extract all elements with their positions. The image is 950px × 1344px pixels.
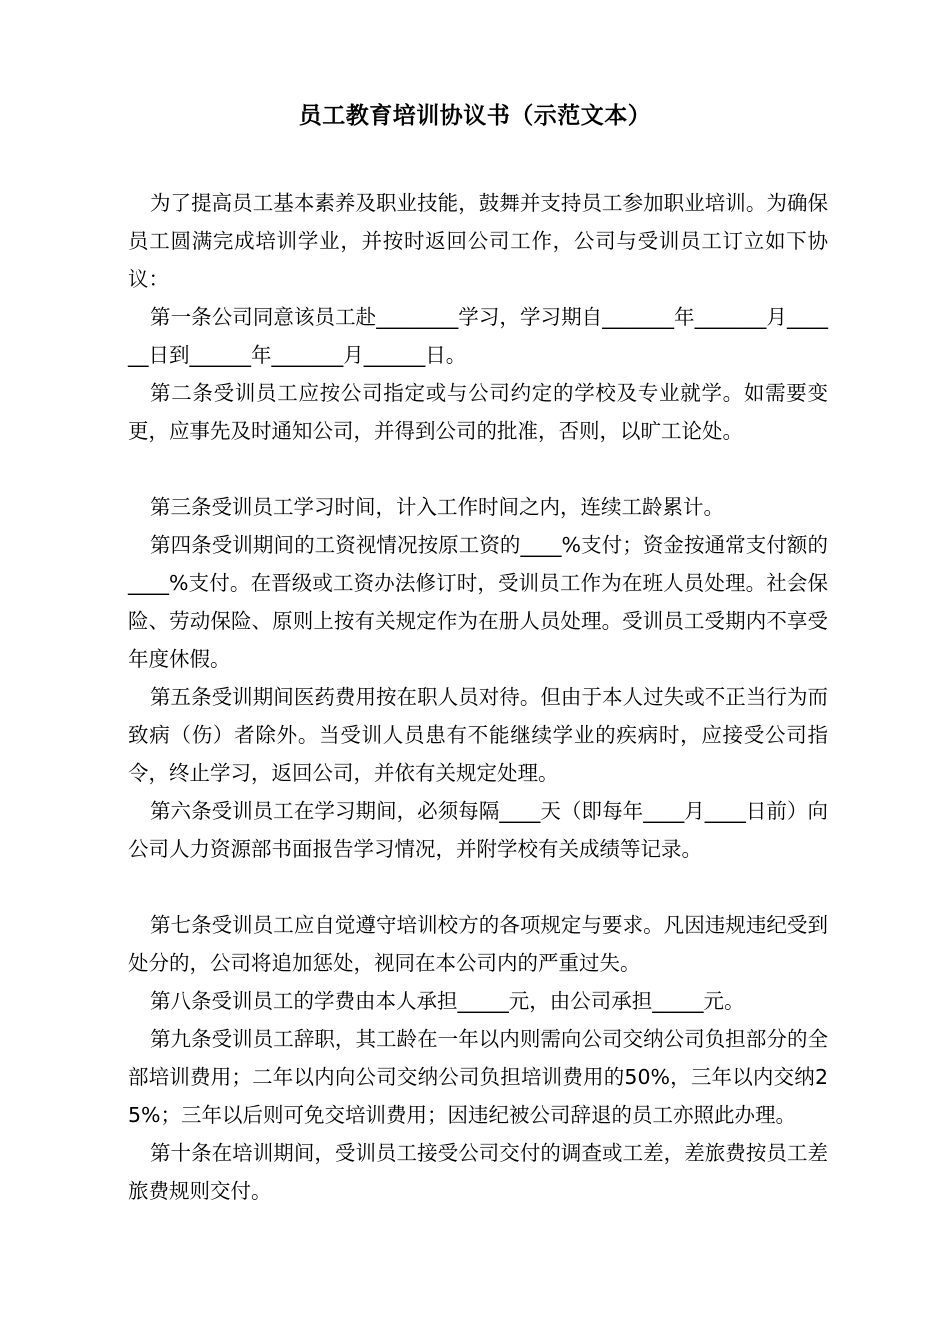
paragraph-intro: 为了提高员工基本素养及职业技能，鼓舞并支持员工参加职业培训。为确保员工圆满完成培训学业，并按时返回公司工作，公司与受训员工订立如下协议： bbox=[128, 191, 828, 291]
paragraph-article-6: 第六条受训员工在学习期间，必须每隔____天（即每年____月____日前）向公司人力资源部书面报告学习情况，并附学校有关成绩等记录。 bbox=[128, 799, 828, 861]
paragraph-article-7: 第七条受训员工应自觉遵守培训校方的各项规定与要求。凡因违规违纪受到处分的，公司将追加惩处，视同在本公司内的严重过失。 bbox=[128, 913, 828, 975]
paragraph-article-2: 第二条受训员工应按公司指定或与公司约定的学校及专业就学。如需要变更，应事先及时通知公司，并得到公司的批准，否则，以旷工论处。 bbox=[128, 381, 828, 443]
paragraph-article-9: 第九条受训员工辞职，其工龄在一年以内则需向公司交纳公司负担部分的全部培训费用；二年以内向公司交纳公司负担培训费用的50%，三年以内交纳25%；三年以后则可免交培训费用；因违纪被公司辞退的员工亦照此办理。 bbox=[128, 1027, 828, 1127]
paragraph-article-1: 第一条公司同意该员工赴________学习，学习期自_______年_______月______日到______年_______月______日。 bbox=[128, 305, 828, 367]
blank-line bbox=[128, 450, 828, 488]
paragraph-article-3: 第三条受训员工学习时间，计入工作时间之内，连续工龄累计。 bbox=[150, 495, 724, 519]
paragraph-article-4: 第四条受训期间的工资视情况按原工资的____%支付；资金按通常支付额的____%支付。在晋级或工资办法修订时，受训员工作为在班人员处理。社会保险、劳动保险、原则上按有关规定作为在册人员处理。受训员工受期内不享受年度休假。 bbox=[128, 533, 828, 671]
document-title: 员工教育培训协议书（示范文本） bbox=[298, 103, 652, 129]
blank-line bbox=[128, 868, 828, 906]
paragraph-article-10: 第十条在培训期间，受训员工接受公司交付的调查或工差，差旅费按员工差旅费规则交付。 bbox=[128, 1141, 828, 1203]
paragraph-article-8: 第八条受训员工的学费由本人承担_____元，由公司承担_____元。 bbox=[150, 989, 745, 1013]
paragraph-article-5: 第五条受训期间医药费用按在职人员对待。但由于本人过失或不正当行为而致病（伤）者除外。当受训人员患有不能继续学业的疾病时，应接受公司指令，终止学习，返回公司，并依有关规定处理。 bbox=[128, 685, 828, 785]
document-body bbox=[128, 184, 828, 1210]
